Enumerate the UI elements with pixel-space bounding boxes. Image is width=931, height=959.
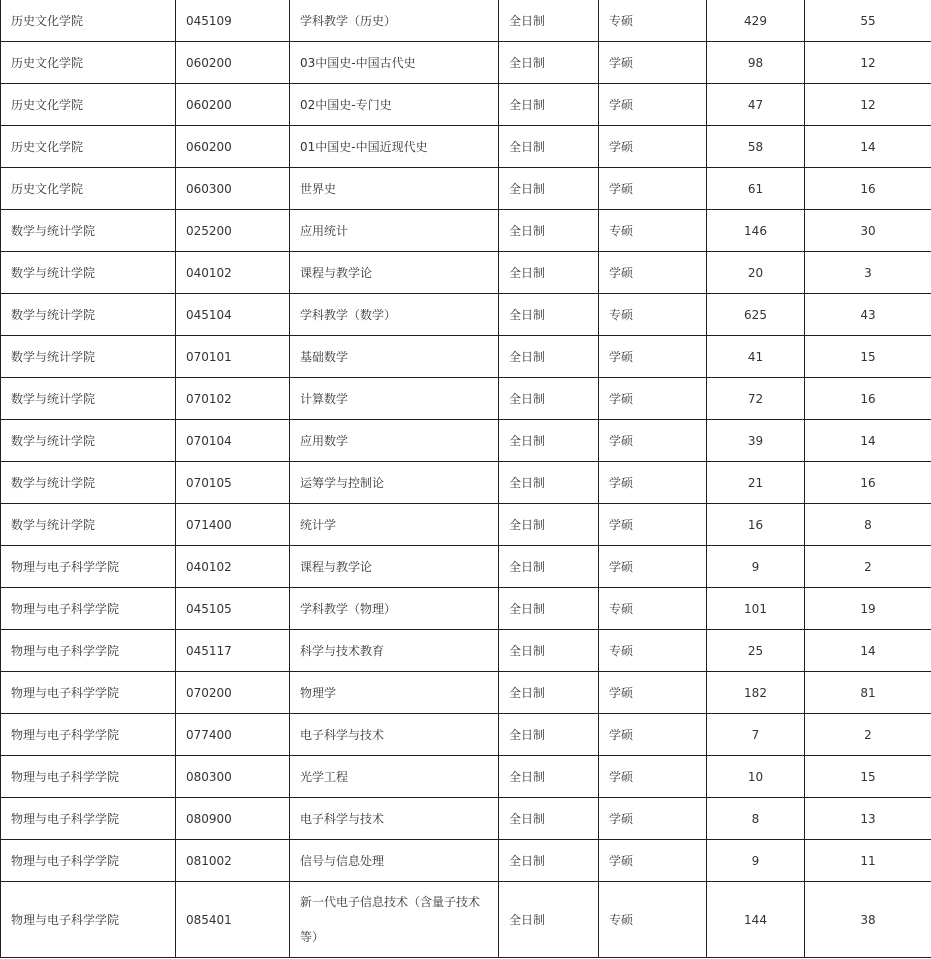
study-mode-cell: 全日制	[499, 714, 599, 756]
program-code-cell: 080300	[176, 756, 290, 798]
applicants-count-cell: 146	[707, 210, 805, 252]
enrolled-count-cell: 2	[805, 546, 931, 588]
table-row	[1, 504, 931, 546]
degree-type-cell: 学硕	[599, 168, 707, 210]
applicants-count-cell: 144	[707, 882, 805, 958]
applicants-count-cell: 9	[707, 840, 805, 882]
study-mode-cell: 全日制	[499, 126, 599, 168]
study-mode-cell: 全日制	[499, 630, 599, 672]
program-code-cell: 040102	[176, 546, 290, 588]
degree-type-cell: 学硕	[599, 42, 707, 84]
applicants-count-cell: 41	[707, 336, 805, 378]
college-cell: 物理与电子科学学院	[1, 798, 176, 840]
degree-type-cell: 学硕	[599, 462, 707, 504]
enrolled-count-cell: 16	[805, 168, 931, 210]
degree-type-cell: 专硕	[599, 630, 707, 672]
enrolled-count-cell: 16	[805, 462, 931, 504]
table-row	[1, 630, 931, 672]
table-row	[1, 756, 931, 798]
college-cell: 数学与统计学院	[1, 294, 176, 336]
college-cell: 历史文化学院	[1, 0, 176, 42]
degree-type-cell: 学硕	[599, 84, 707, 126]
applicants-count-cell: 58	[707, 126, 805, 168]
applicants-count-cell: 72	[707, 378, 805, 420]
major-name-cell: 信号与信息处理	[290, 840, 499, 882]
major-name-cell: 物理学	[290, 672, 499, 714]
major-name-cell: 学科教学（历史）	[290, 0, 499, 42]
applicants-count-cell: 9	[707, 546, 805, 588]
enrolled-count-cell: 43	[805, 294, 931, 336]
program-code-cell: 060200	[176, 126, 290, 168]
enrolled-count-cell: 14	[805, 420, 931, 462]
degree-type-cell: 专硕	[599, 294, 707, 336]
enrolled-count-cell: 15	[805, 336, 931, 378]
study-mode-cell: 全日制	[499, 756, 599, 798]
enrolled-count-cell: 3	[805, 252, 931, 294]
major-name-cell: 统计学	[290, 504, 499, 546]
table-row	[1, 672, 931, 714]
study-mode-cell: 全日制	[499, 378, 599, 420]
program-code-cell: 085401	[176, 882, 290, 958]
applicants-count-cell: 8	[707, 798, 805, 840]
study-mode-cell: 全日制	[499, 672, 599, 714]
enrolled-count-cell: 14	[805, 126, 931, 168]
applicants-count-cell: 47	[707, 84, 805, 126]
degree-type-cell: 学硕	[599, 252, 707, 294]
enrolled-count-cell: 81	[805, 672, 931, 714]
applicants-count-cell: 39	[707, 420, 805, 462]
major-name-cell: 基础数学	[290, 336, 499, 378]
major-name-cell: 电子科学与技术	[290, 714, 499, 756]
table-row	[1, 546, 931, 588]
major-name-cell: 02中国史-专门史	[290, 84, 499, 126]
enrolled-count-cell: 14	[805, 630, 931, 672]
major-name-cell: 电子科学与技术	[290, 798, 499, 840]
table-row	[1, 714, 931, 756]
enrolled-count-cell: 12	[805, 42, 931, 84]
program-code-cell: 045104	[176, 294, 290, 336]
major-name-cell: 科学与技术教育	[290, 630, 499, 672]
college-cell: 数学与统计学院	[1, 210, 176, 252]
study-mode-cell: 全日制	[499, 210, 599, 252]
study-mode-cell: 全日制	[499, 294, 599, 336]
college-cell: 物理与电子科学学院	[1, 756, 176, 798]
enrolled-count-cell: 12	[805, 84, 931, 126]
program-code-cell: 070104	[176, 420, 290, 462]
major-name-cell: 课程与教学论	[290, 546, 499, 588]
study-mode-cell: 全日制	[499, 504, 599, 546]
program-code-cell: 060200	[176, 42, 290, 84]
study-mode-cell: 全日制	[499, 840, 599, 882]
program-code-cell: 045109	[176, 0, 290, 42]
program-code-cell: 060300	[176, 168, 290, 210]
degree-type-cell: 学硕	[599, 378, 707, 420]
program-code-cell: 045117	[176, 630, 290, 672]
college-cell: 历史文化学院	[1, 42, 176, 84]
college-cell: 物理与电子科学学院	[1, 840, 176, 882]
college-cell: 物理与电子科学学院	[1, 672, 176, 714]
table-row	[1, 882, 931, 958]
program-code-cell: 077400	[176, 714, 290, 756]
degree-type-cell: 学硕	[599, 840, 707, 882]
table-row	[1, 84, 931, 126]
applicants-count-cell: 182	[707, 672, 805, 714]
applicants-count-cell: 21	[707, 462, 805, 504]
program-code-cell: 070105	[176, 462, 290, 504]
enrolled-count-cell: 11	[805, 840, 931, 882]
applicants-count-cell: 101	[707, 588, 805, 630]
college-cell: 数学与统计学院	[1, 336, 176, 378]
enrolled-count-cell: 19	[805, 588, 931, 630]
major-name-cell: 03中国史-中国古代史	[290, 42, 499, 84]
applicants-count-cell: 7	[707, 714, 805, 756]
program-code-cell: 080900	[176, 798, 290, 840]
program-code-cell: 081002	[176, 840, 290, 882]
study-mode-cell: 全日制	[499, 0, 599, 42]
table-row	[1, 840, 931, 882]
table-row	[1, 252, 931, 294]
college-cell: 物理与电子科学学院	[1, 588, 176, 630]
major-name-cell: 光学工程	[290, 756, 499, 798]
study-mode-cell: 全日制	[499, 84, 599, 126]
enrolled-count-cell: 15	[805, 756, 931, 798]
college-cell: 数学与统计学院	[1, 462, 176, 504]
table-row	[1, 378, 931, 420]
college-cell: 物理与电子科学学院	[1, 882, 176, 958]
college-cell: 历史文化学院	[1, 168, 176, 210]
enrolled-count-cell: 13	[805, 798, 931, 840]
applicants-count-cell: 429	[707, 0, 805, 42]
applicants-count-cell: 20	[707, 252, 805, 294]
degree-type-cell: 学硕	[599, 546, 707, 588]
study-mode-cell: 全日制	[499, 42, 599, 84]
program-code-cell: 025200	[176, 210, 290, 252]
degree-type-cell: 学硕	[599, 420, 707, 462]
study-mode-cell: 全日制	[499, 882, 599, 958]
college-cell: 物理与电子科学学院	[1, 546, 176, 588]
table-row	[1, 336, 931, 378]
major-name-cell: 应用统计	[290, 210, 499, 252]
degree-type-cell: 学硕	[599, 714, 707, 756]
degree-type-cell: 专硕	[599, 210, 707, 252]
major-name-cell: 运筹学与控制论	[290, 462, 499, 504]
college-cell: 历史文化学院	[1, 84, 176, 126]
program-code-cell: 071400	[176, 504, 290, 546]
applicants-count-cell: 10	[707, 756, 805, 798]
study-mode-cell: 全日制	[499, 546, 599, 588]
enrolled-count-cell: 38	[805, 882, 931, 958]
study-mode-cell: 全日制	[499, 336, 599, 378]
major-name-cell: 世界史	[290, 168, 499, 210]
degree-type-cell: 学硕	[599, 756, 707, 798]
college-cell: 历史文化学院	[1, 126, 176, 168]
college-cell: 数学与统计学院	[1, 252, 176, 294]
major-name-cell: 应用数学	[290, 420, 499, 462]
program-code-cell: 045105	[176, 588, 290, 630]
study-mode-cell: 全日制	[499, 252, 599, 294]
degree-type-cell: 专硕	[599, 882, 707, 958]
enrolled-count-cell: 2	[805, 714, 931, 756]
degree-type-cell: 专硕	[599, 588, 707, 630]
degree-type-cell: 专硕	[599, 0, 707, 42]
table-row	[1, 210, 931, 252]
enrolled-count-cell: 55	[805, 0, 931, 42]
program-code-cell: 070101	[176, 336, 290, 378]
college-cell: 数学与统计学院	[1, 504, 176, 546]
major-name-cell: 计算数学	[290, 378, 499, 420]
table-row	[1, 126, 931, 168]
program-code-cell: 070102	[176, 378, 290, 420]
applicants-count-cell: 98	[707, 42, 805, 84]
applicants-count-cell: 25	[707, 630, 805, 672]
program-code-cell: 040102	[176, 252, 290, 294]
program-code-cell: 060200	[176, 84, 290, 126]
applicants-count-cell: 16	[707, 504, 805, 546]
enrolled-count-cell: 8	[805, 504, 931, 546]
major-name-cell: 学科教学（数学）	[290, 294, 499, 336]
table-row	[1, 168, 931, 210]
study-mode-cell: 全日制	[499, 420, 599, 462]
major-name-cell: 课程与教学论	[290, 252, 499, 294]
college-cell: 数学与统计学院	[1, 378, 176, 420]
applicants-count-cell: 61	[707, 168, 805, 210]
enrolled-count-cell: 30	[805, 210, 931, 252]
study-mode-cell: 全日制	[499, 168, 599, 210]
degree-type-cell: 学硕	[599, 336, 707, 378]
applicants-count-cell: 625	[707, 294, 805, 336]
table-row	[1, 420, 931, 462]
enrolled-count-cell: 16	[805, 378, 931, 420]
major-name-cell: 新一代电子信息技术（含量子技术等）	[290, 882, 499, 958]
table-row	[1, 462, 931, 504]
table-row	[1, 0, 931, 42]
degree-type-cell: 学硕	[599, 504, 707, 546]
table-body	[1, 0, 931, 958]
program-code-cell: 070200	[176, 672, 290, 714]
table-row	[1, 42, 931, 84]
college-cell: 数学与统计学院	[1, 420, 176, 462]
college-cell: 物理与电子科学学院	[1, 630, 176, 672]
study-mode-cell: 全日制	[499, 462, 599, 504]
study-mode-cell: 全日制	[499, 798, 599, 840]
degree-type-cell: 学硕	[599, 126, 707, 168]
major-name-cell: 01中国史-中国近现代史	[290, 126, 499, 168]
table-row	[1, 294, 931, 336]
table-row	[1, 588, 931, 630]
major-name-cell: 学科教学（物理）	[290, 588, 499, 630]
table-row	[1, 798, 931, 840]
degree-type-cell: 学硕	[599, 798, 707, 840]
study-mode-cell: 全日制	[499, 588, 599, 630]
college-cell: 物理与电子科学学院	[1, 714, 176, 756]
degree-type-cell: 学硕	[599, 672, 707, 714]
